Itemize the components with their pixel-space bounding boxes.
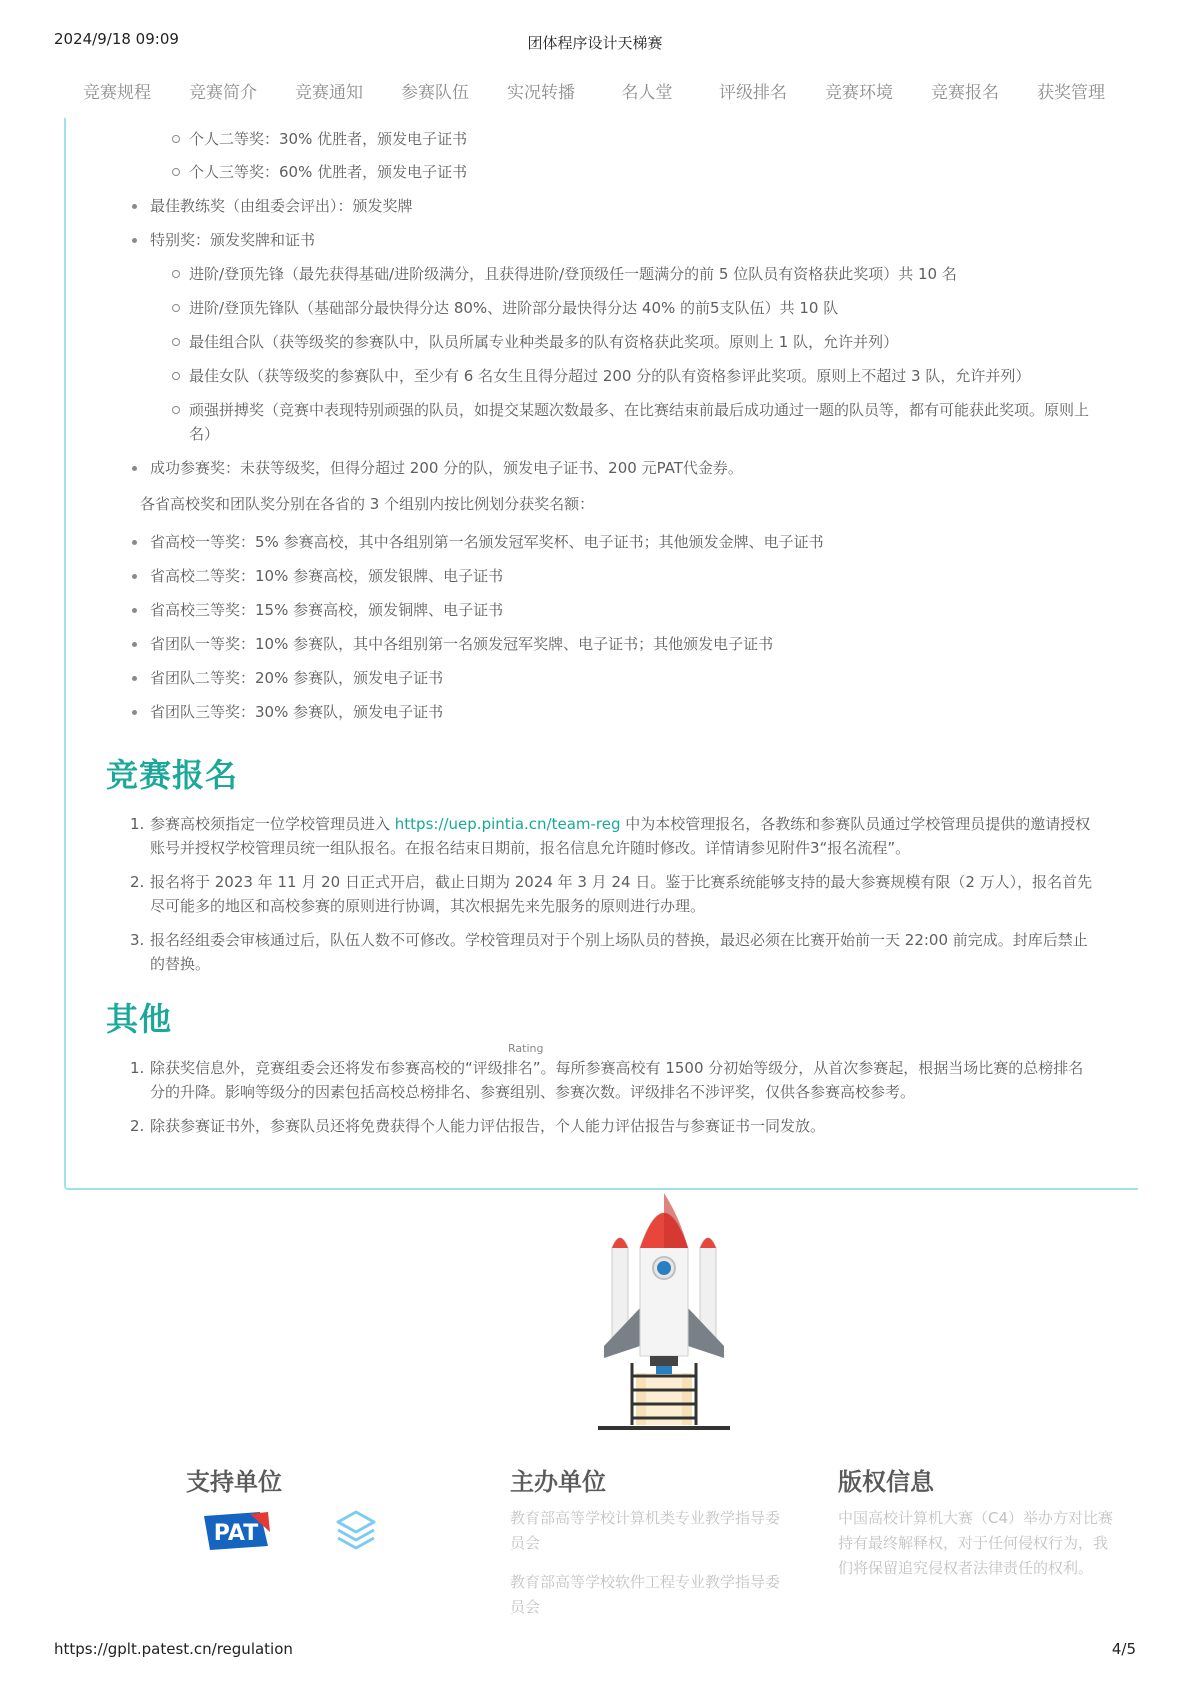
province-award-item: 省团队三等奖：30% 参赛队，颁发电子证书 — [150, 700, 443, 724]
nav-item-notice[interactable]: 竞赛通知 — [295, 83, 363, 103]
rating-annotation: Rating — [508, 1042, 544, 1055]
print-header — [54, 30, 1136, 52]
pat-logo-text: PAT — [213, 1521, 259, 1546]
copyright-line: 们将保留追究侵权者法律责任的权利。 — [838, 1559, 1094, 1577]
print-datetime: 2024/9/18 09:09 — [54, 30, 179, 48]
registration-item-1 — [130, 812, 1091, 836]
print-page-title: 团体程序设计天梯赛 — [527, 34, 663, 52]
registration-item-3-line1: 报名经组委会审核通过后，队伍人数不可修改。学校管理员对于个别上场队员的替换，最迟必须在比赛开始前一天 22:00 前完成。封库后禁止 — [150, 931, 1088, 949]
award-item-perseverance-cont: 名） — [189, 425, 220, 443]
rocket-window — [657, 1261, 671, 1275]
list-number: 3. — [130, 931, 145, 949]
footer-copyright-title: 版权信息 — [838, 1468, 934, 1496]
province-award-item: 省团队二等奖：20% 参赛队，颁发电子证书 — [150, 666, 443, 690]
list-number: 2. — [130, 1117, 145, 1135]
footer-organizer — [510, 1462, 606, 1497]
copyright-line: 持有最终解释权，对于任何侵权行为，我 — [838, 1534, 1109, 1552]
list-number: 2. — [130, 873, 145, 891]
list-number: 1. — [130, 815, 145, 833]
other-item-1-line2: 分的升降。影响等级分的因素包括高校总榜排名、参赛组别、参赛次数。评级排名不涉评奖，仅供各参赛高校参考。 — [150, 1083, 916, 1101]
registration-item-1-pre: 参赛高校须指定一位学校管理员进入 — [150, 815, 395, 833]
award-item-personal-second: 个人二等奖：30% 优胜者，颁发电子证书 — [189, 127, 467, 151]
layers-icon[interactable] — [334, 1508, 378, 1552]
nav-item-award-management[interactable]: 获奖管理 — [1037, 83, 1105, 103]
award-item-perseverance: 顽强拼搏奖（竞赛中表现特别顽强的队员，如提交某题次数最多、在比赛结束前最后成功通过一题的队员等，都有可能获此奖项。原则上 — [189, 398, 1089, 422]
registration-item-3 — [130, 928, 1088, 952]
province-award-item: 省团队一等奖：10% 参赛队，其中各组别第一名颁发冠军奖牌、电子证书；其他颁发电子证书 — [150, 632, 773, 656]
content-card — [64, 118, 1138, 1190]
nav-item-environment[interactable]: 竞赛环境 — [825, 83, 893, 103]
organizer-line: 员会 — [510, 1598, 541, 1616]
other-section-title: 其他 — [106, 1000, 173, 1038]
nav-item-teams[interactable]: 参赛队伍 — [401, 83, 469, 103]
list-number: 1. — [130, 1059, 145, 1077]
other-item-1 — [130, 1056, 1084, 1080]
nav-item-registration[interactable]: 竞赛报名 — [931, 83, 999, 103]
province-award-item: 省高校三等奖：15% 参赛高校，颁发铜牌、电子证书 — [150, 598, 503, 622]
registration-item-2-line2: 尽可能多的地区和高校参赛的原则进行协调，其次根据先来先服务的原则进行办理。 — [150, 897, 706, 915]
registration-item-3-line2: 的替换。 — [150, 955, 211, 973]
print-url: https://gplt.patest.cn/regulation — [54, 1640, 293, 1658]
other-item-2-line1: 除获参赛证书外，参赛队员还将免费获得个人能力评估报告，个人能力评估报告与参赛证书一同发放。 — [150, 1117, 826, 1135]
main-nav — [64, 78, 1124, 106]
award-item-pioneer: 进阶/登顶先锋（最先获得基础/进阶级满分，且获得进阶/登顶级任一题满分的前 5 位队员有资格获此奖项）共 10 名 — [189, 262, 957, 286]
left-booster — [612, 1238, 628, 1338]
nav-item-intro[interactable]: 竞赛简介 — [189, 83, 257, 103]
other-item-2 — [130, 1114, 826, 1138]
province-award-item: 省高校一等奖：5% 参赛高校，其中各组别第一名颁发冠军奖杯、电子证书；其他颁发金牌、电子证书 — [150, 530, 824, 554]
nav-item-rating[interactable]: 评级排名 — [719, 83, 787, 103]
nav-item-regulation[interactable]: 竞赛规程 — [83, 83, 151, 103]
award-item-best-combo: 最佳组合队（获等级奖的参赛队中，队员所属专业种类最多的队有资格获此奖项。原则上 1 队，允许并列） — [189, 330, 898, 354]
registration-item-1-line2: 账号并授权学校管理员统一组队报名。在报名结束日期前，报名信息允许随时修改。详情请参见附件3“报名流程”。 — [150, 839, 911, 857]
rocket-nozzle — [650, 1356, 678, 1366]
other-item-1-line1: 除获奖信息外，竞赛组委会还将发布参赛高校的“评级排名”。每所参赛高校有 1500 分初始等级分，从首次参赛起，根据当场比赛的总榜排名 — [150, 1059, 1084, 1077]
copyright-line: 中国高校计算机大赛（C4）举办方对比赛 — [838, 1509, 1114, 1527]
pat-logo[interactable] — [200, 1512, 272, 1550]
organizer-line: 教育部高等学校计算机类专业教学指导委 — [510, 1509, 781, 1527]
footer-support-title: 支持单位 — [186, 1468, 282, 1496]
award-item-best-coach: 最佳教练奖（由组委会评出）：颁发奖牌 — [150, 194, 413, 218]
nav-item-hall-of-fame[interactable]: 名人堂 — [621, 83, 673, 103]
footer-support — [186, 1462, 282, 1497]
award-item-best-female: 最佳女队（获等级奖的参赛队中，至少有 6 名女生且得分超过 200 分的队有资格参评此奖项。原则上不超过 3 队，允许并列） — [189, 364, 1030, 388]
registration-item-2-line1: 报名将于 2023 年 11 月 20 日正式开启，截止日期为 2024 年 3 月 24 日。鉴于比赛系统能够支持的最大参赛规模有限（2 万人），报名首先 — [150, 873, 1093, 891]
registration-section-title: 竞赛报名 — [106, 756, 239, 794]
award-item-special: 特别奖：颁发奖牌和证书 — [150, 228, 315, 252]
registration-item-1-post: 中为本校管理报名，各教练和参赛队员通过学校管理员提供的邀请授权 — [620, 815, 1091, 833]
organizer-line: 员会 — [510, 1534, 541, 1552]
award-item-personal-third: 个人三等奖：60% 优胜者，颁发电子证书 — [189, 160, 467, 184]
rocket-illustration — [590, 1188, 740, 1438]
organizer-line: 教育部高等学校软件工程专业教学指导委 — [510, 1573, 781, 1591]
right-booster — [700, 1238, 716, 1338]
team-reg-link[interactable]: https://uep.pintia.cn/team-reg — [394, 815, 621, 833]
award-item-participation: 成功参赛奖：未获等级奖，但得分超过 200 分的队，颁发电子证书、200 元PAT代金券。 — [150, 456, 743, 480]
province-award-intro: 各省高校奖和团队奖分别在各省的 3 个组别内按比例划分获奖名额： — [140, 495, 595, 513]
print-page-number: 4/5 — [1111, 1640, 1136, 1658]
award-item-pioneer-team: 进阶/登顶先锋队（基础部分最快得分达 80%、进阶部分最快得分达 40% 的前5支队伍）共 10 队 — [189, 296, 838, 320]
registration-item-2 — [130, 870, 1093, 894]
nav-item-live[interactable]: 实况转播 — [507, 83, 575, 103]
footer-organizer-title: 主办单位 — [510, 1468, 606, 1496]
province-award-item: 省高校二等奖：10% 参赛高校，颁发银牌、电子证书 — [150, 564, 503, 588]
footer-copyright — [838, 1462, 934, 1497]
